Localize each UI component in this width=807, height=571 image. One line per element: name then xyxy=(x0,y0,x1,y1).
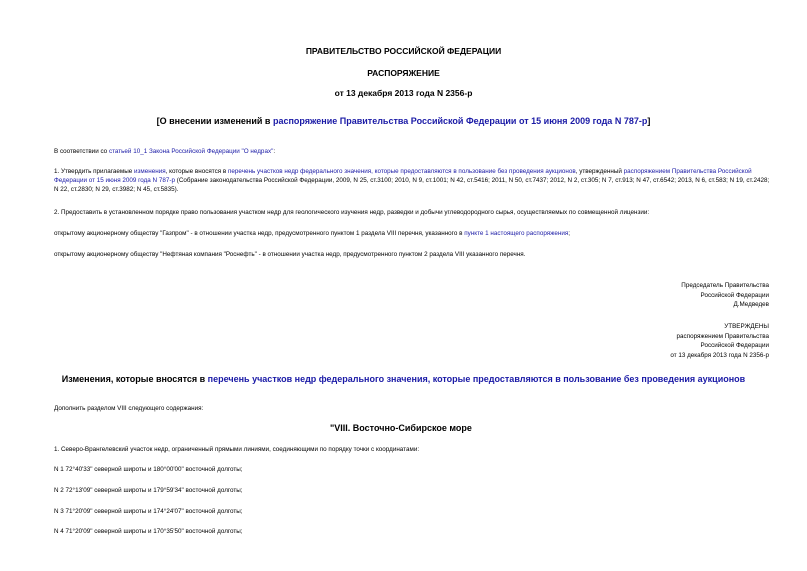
document-kind: РАСПОРЯЖЕНИЕ xyxy=(367,68,440,78)
title-prefix: [О внесении изменений в xyxy=(156,116,273,126)
signature-block xyxy=(681,281,769,310)
intro-link[interactable]: статьей 10_1 Закона Российской Федерации "О недрах" xyxy=(108,148,274,155)
document-date: от 13 декабря 2013 года N 2356-р xyxy=(334,88,473,98)
signature-country: Российской Федерации xyxy=(700,291,769,299)
document-title xyxy=(0,116,807,126)
coordinate-point-3: N 3 71°20'09" северной широты и 174°24'07" восточной долготы; xyxy=(54,508,243,515)
title-suffix: ] xyxy=(647,116,651,126)
approved-heading: УТВЕРЖДЕНЫ xyxy=(724,323,769,330)
appendix-title-link[interactable]: перечень участков недр федерального значения, которые предоставляются в пользование без проведения аукционов xyxy=(207,374,746,384)
intro-suffix: : xyxy=(273,148,276,155)
intro-paragraph xyxy=(54,147,770,156)
signature-name: Д.Медведев xyxy=(733,301,769,308)
item-1-text-4: (Собрание законодательства Российской Федерации, 2009, N 25, ст.3100; 2010, N 9, ст.1001; N 42, ст.5416; 2011, N 50, ст.7437; 2012, N 2, ст.305; N 7, ст.913; N 47, ст.6542; 2013, N 6, ст.583; N 19, ст.2428; N 22, ст.2830; N 29, ст.3982; N 45, ст.5835). xyxy=(54,177,770,193)
item-1-paragraph xyxy=(54,167,772,194)
title-link[interactable]: распоряжение Правительства Российской Федерации от 15 июня 2009 года N 787-р xyxy=(272,116,648,126)
supplement-paragraph: Дополнить разделом VIII следующего содержания: xyxy=(54,405,204,412)
gazprom-suffix: ; xyxy=(568,230,571,237)
area-1-paragraph: 1. Северо-Врангелевский участок недр, ограниченный прямыми линиями, соединяющими по порядку точки с координатами: xyxy=(54,446,420,453)
approved-country: Российской Федерации xyxy=(700,342,769,349)
section-title: "VIII. Восточно-Сибирское море xyxy=(330,423,472,433)
item-1-link-order[interactable]: распоряжением Правительства Российской Федерации от 15 июня 2009 года N 787-р xyxy=(54,168,752,184)
intro-prefix: В соответствии со xyxy=(54,148,109,155)
item-1-text-1: 1. Утвердить прилагаемые xyxy=(54,168,134,175)
rosneft-paragraph: открытому акционерному обществу "Нефтяная компания "Роснефть" - в отношении участка недр, предусмотренного пунктом 2 раздела VIII указанного перечня. xyxy=(54,251,526,258)
item-1-text-3: , утвержденный xyxy=(575,168,624,175)
item-2-paragraph: 2. Предоставить в установленном порядке право пользования участком недр для геологического изучения недр, разведки и добычи углеводородного сырья, осуществляемых по совмещенной лицензии: xyxy=(54,209,650,216)
signature-position: Председатель Правительства xyxy=(681,282,769,289)
gazprom-paragraph xyxy=(54,229,770,238)
coordinate-point-2: N 2 72°13'09" северной широты и 179°59'34" восточной долготы; xyxy=(54,487,243,494)
item-1-text-2: , которые вносятся в xyxy=(165,168,229,175)
item-1-link-list[interactable]: перечень участков недр федерального значения, которые предоставляются в пользование без проведения аукционов xyxy=(228,168,576,175)
approved-date: от 13 декабря 2013 года N 2356-р xyxy=(670,351,769,359)
gazprom-link[interactable]: пункте 1 настоящего распоряжения xyxy=(464,230,569,237)
coordinate-point-1: N 1 72°40'33" северной широты и 180°00'00" восточной долготы; xyxy=(54,466,243,473)
item-1-link-changes[interactable]: изменения xyxy=(134,168,166,175)
coordinate-point-4: N 4 71°20'09" северной широты и 170°35'50" восточной долготы; xyxy=(54,528,243,535)
appendix-title-prefix: Изменения, которые вносятся в xyxy=(61,374,208,384)
approved-block xyxy=(670,322,769,360)
gazprom-prefix: открытому акционерному обществу "Газпром" - в отношении участка недр, предусмотренного пунктом 1 раздела VIII перечня, указанного в xyxy=(54,230,465,237)
approved-by: распоряжением Правительства xyxy=(676,332,769,340)
government-name: ПРАВИТЕЛЬСТВО РОССИЙСКОЙ ФЕДЕРАЦИИ xyxy=(305,46,502,56)
appendix-title xyxy=(0,374,807,384)
